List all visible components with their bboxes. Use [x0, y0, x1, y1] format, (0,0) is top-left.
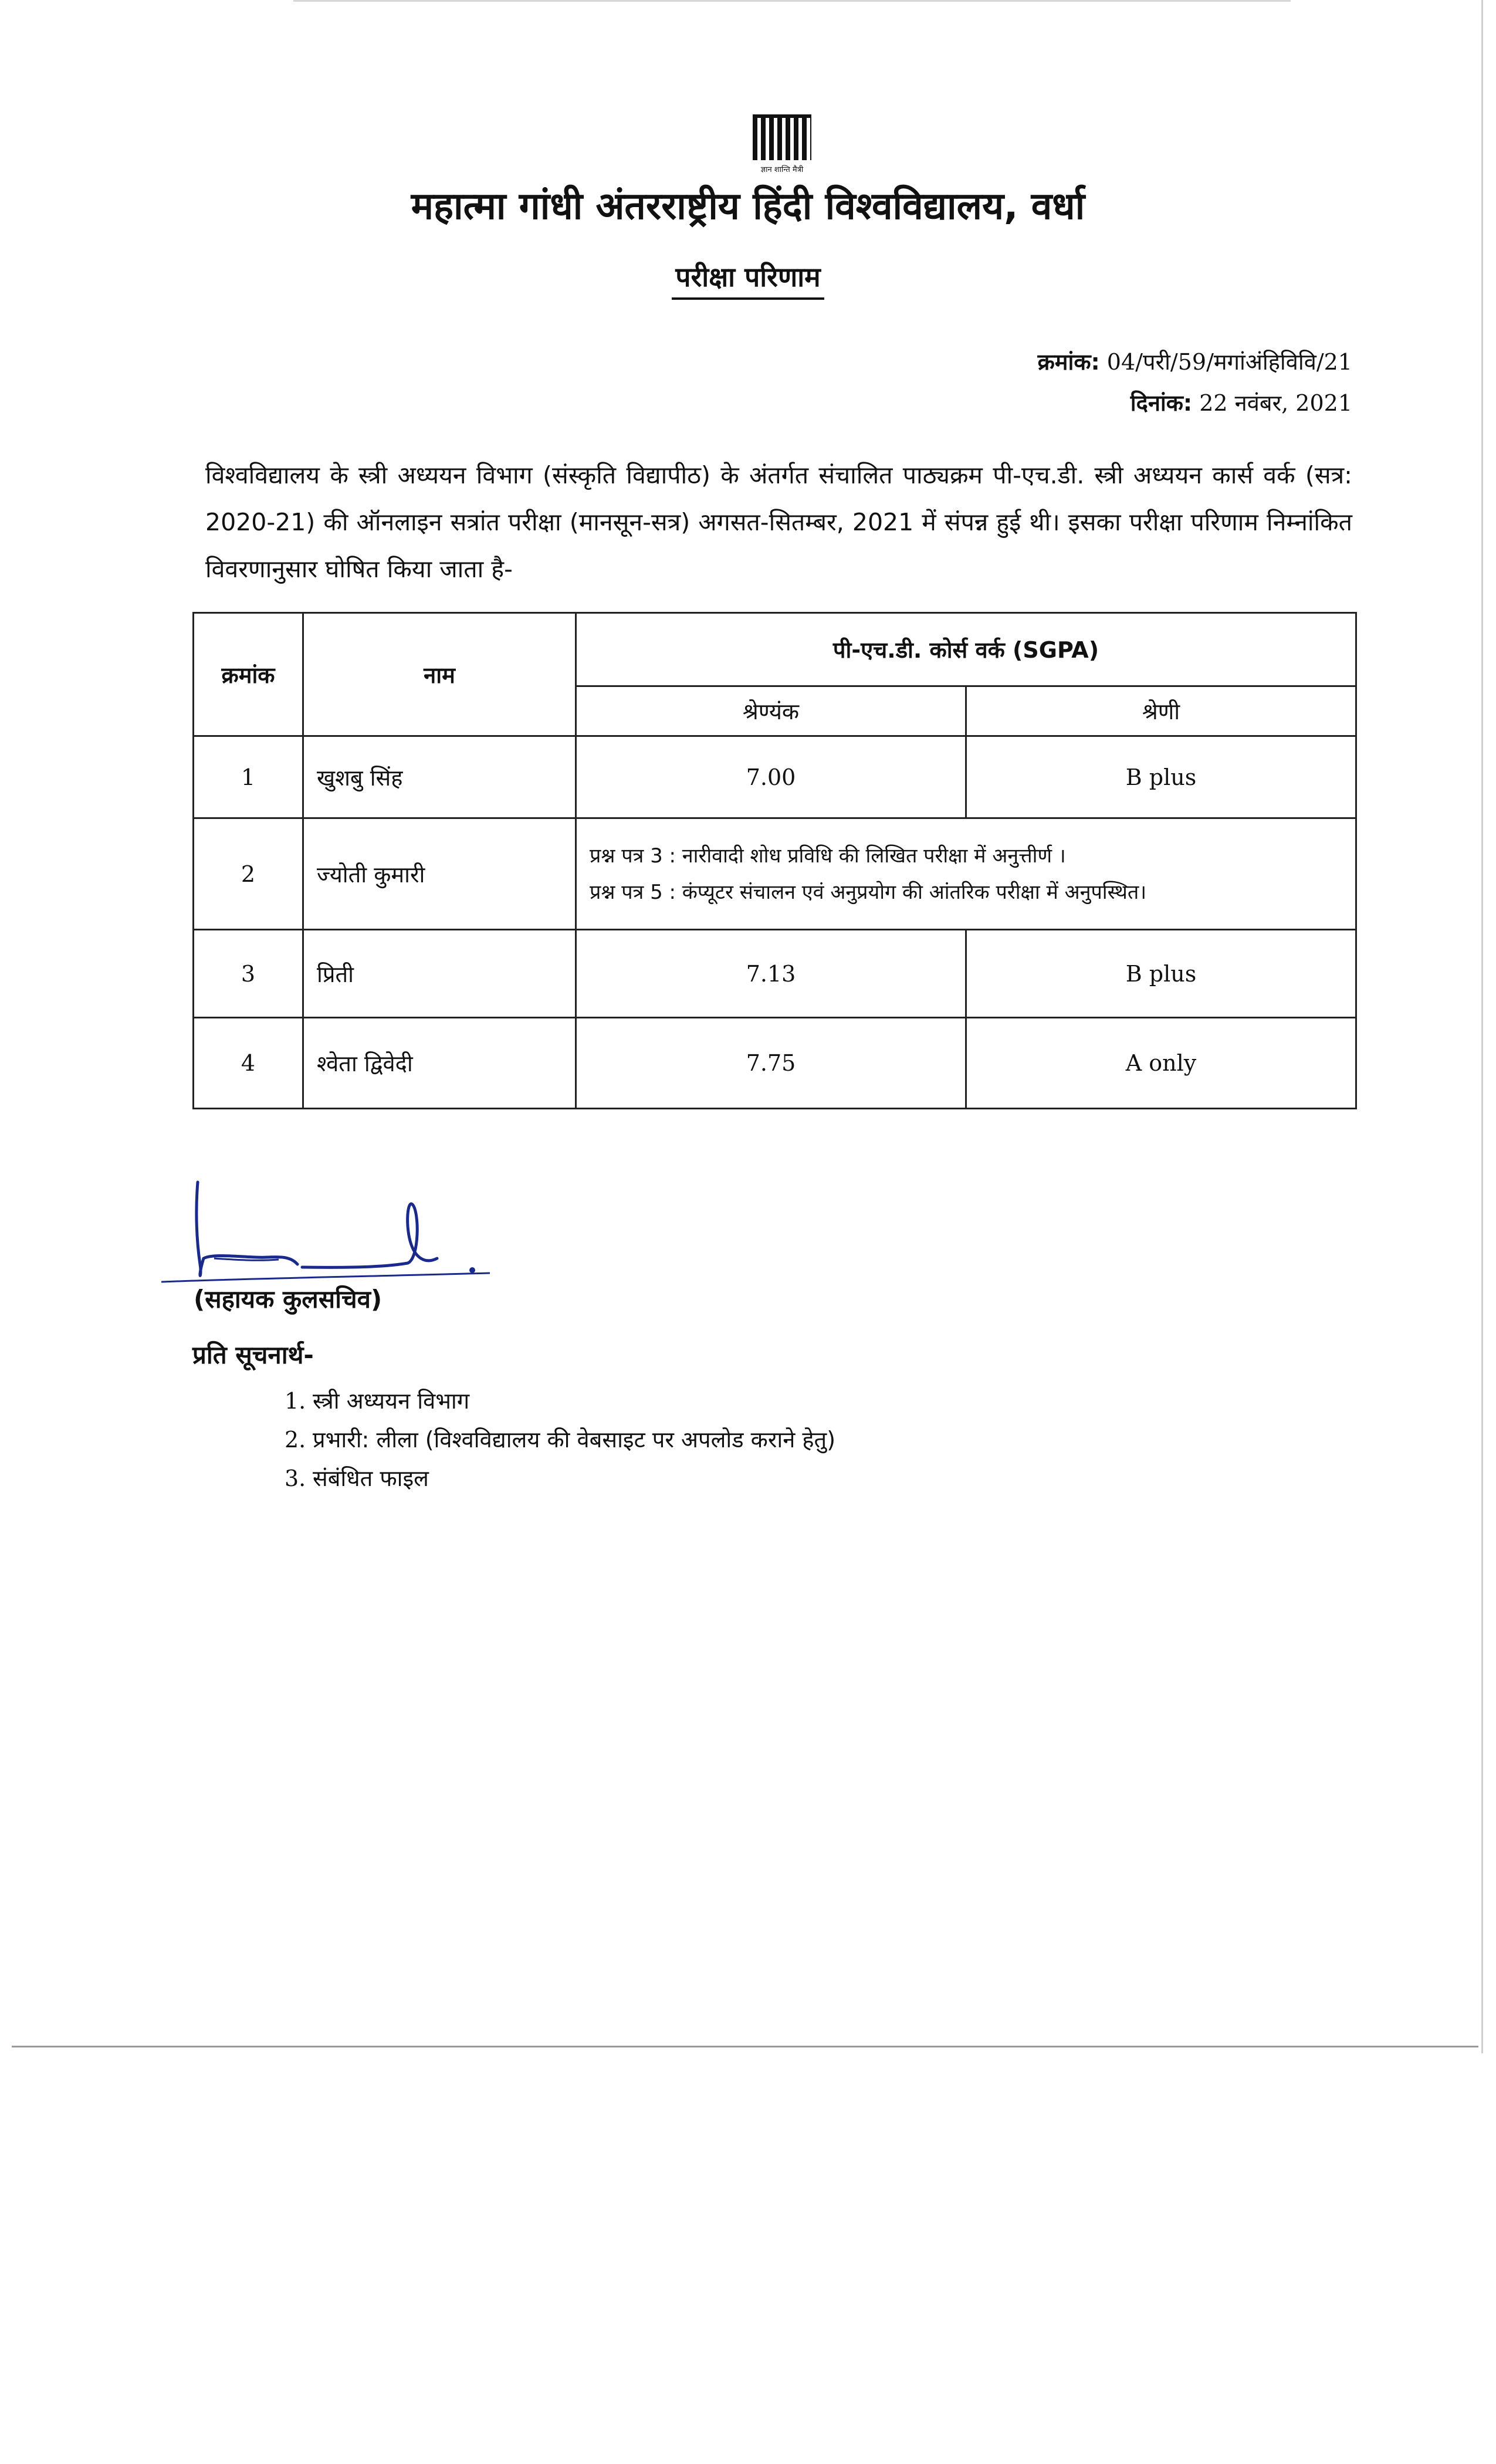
cell-serial: 1	[194, 736, 303, 818]
cell-serial: 4	[194, 1018, 303, 1109]
signature-icon	[161, 1170, 490, 1299]
cell-serial: 2	[194, 818, 303, 930]
document-title	[0, 258, 1496, 295]
table-row	[194, 818, 1356, 930]
cell-grade: B plus	[966, 930, 1356, 1018]
remark-line: प्रश्न पत्र 3 : नारीवादी शोध प्रविधि की लिखित परीक्षा में अनुत्तीर्ण ।	[590, 844, 1066, 868]
list-number: 1.	[285, 1388, 306, 1414]
logo-motto: ज्ञान शान्ति मैत्री	[760, 165, 804, 174]
signatory-designation: (सहायक कुलसचिव)	[194, 1285, 383, 1314]
list-number: 3.	[285, 1465, 306, 1491]
list-number: 2.	[285, 1427, 306, 1453]
date-label: दिनांक:	[1130, 390, 1193, 416]
document-title-text: परीक्षा परिणाम	[672, 261, 824, 300]
cell-name: प्रिती	[303, 930, 576, 1018]
reference-value: 04/परी/59/मगांअंहिविवि/21	[1106, 349, 1352, 375]
cc-heading: प्रति सूचनार्थ-	[192, 1341, 314, 1369]
cell-name: ज्योती कुमारी	[303, 818, 576, 930]
list-text: संबंधित फाइल	[313, 1465, 429, 1491]
university-logo	[750, 114, 814, 176]
cell-name: श्वेता द्विवेदी	[303, 1018, 576, 1109]
table-row	[194, 736, 1356, 818]
cell-remark	[576, 818, 1356, 930]
table-row	[194, 1018, 1356, 1109]
date-value: 22 नवंबर, 2021	[1199, 390, 1352, 416]
cell-grade: A only	[966, 1018, 1356, 1109]
header-serial: क्रमांक	[194, 613, 303, 736]
table-row	[194, 930, 1356, 1018]
remark-line: प्रश्न पत्र 5 : कंप्यूटर संचालन एवं अनुप्रयोग की आंतरिक परीक्षा में अनुपस्थित।	[590, 880, 1147, 904]
header-name: नाम	[303, 613, 576, 736]
cell-grade: B plus	[966, 736, 1356, 818]
list-item	[285, 1420, 835, 1459]
logo-emblem-icon	[753, 114, 811, 160]
list-text: स्त्री अध्ययन विभाग	[313, 1388, 470, 1414]
header-grade: श्रेणी	[966, 686, 1356, 736]
intro-paragraph: विश्वविद्यालय के स्त्री अध्ययन विभाग (संस्कृति विद्यापीठ) के अंतर्गत संचालित पाठ्यक्रम पी-एच.डी. स्त्री अध्ययन कार्स वर्क (सत्र: 2020-21) की ऑनलाइन सत्रांत परीक्षा (मानसून-सत्र) अगसत-सितम्बर, 2021 में संपन्न हुई थी। इसका परीक्षा परिणाम निम्नांकित विवरणानुसार घोषित किया जाता है-	[205, 461, 1352, 583]
document-date	[1131, 387, 1352, 418]
reference-number	[1038, 346, 1352, 377]
header-sgpa-group: पी-एच.डी. कोर्स वर्क (SGPA)	[576, 613, 1356, 686]
cc-list	[285, 1382, 835, 1498]
table-header-row	[194, 613, 1356, 686]
result-table	[192, 612, 1357, 1109]
page-fold-line	[12, 2046, 1478, 2047]
list-text: प्रभारी: लीला (विश्वविद्यालय की वेबसाइट पर अपलोड कराने हेतु)	[313, 1427, 836, 1453]
cell-name: खुशबु सिंह	[303, 736, 576, 818]
scan-edge-line	[1481, 0, 1483, 2053]
list-item	[285, 1382, 835, 1420]
cell-grade-point: 7.75	[576, 1018, 966, 1109]
cell-serial: 3	[194, 930, 303, 1018]
list-item	[285, 1459, 835, 1498]
cell-grade-point: 7.13	[576, 930, 966, 1018]
reference-label: क्रमांक:	[1037, 349, 1100, 375]
university-name: महात्मा गांधी अंतरराष्ट्रीय हिंदी विश्वविद्यालय, वर्धा	[411, 185, 1085, 228]
cell-grade-point: 7.00	[576, 736, 966, 818]
header-grade-point: श्रेण्यंक	[576, 686, 966, 736]
scan-edge-line	[293, 0, 1291, 2]
